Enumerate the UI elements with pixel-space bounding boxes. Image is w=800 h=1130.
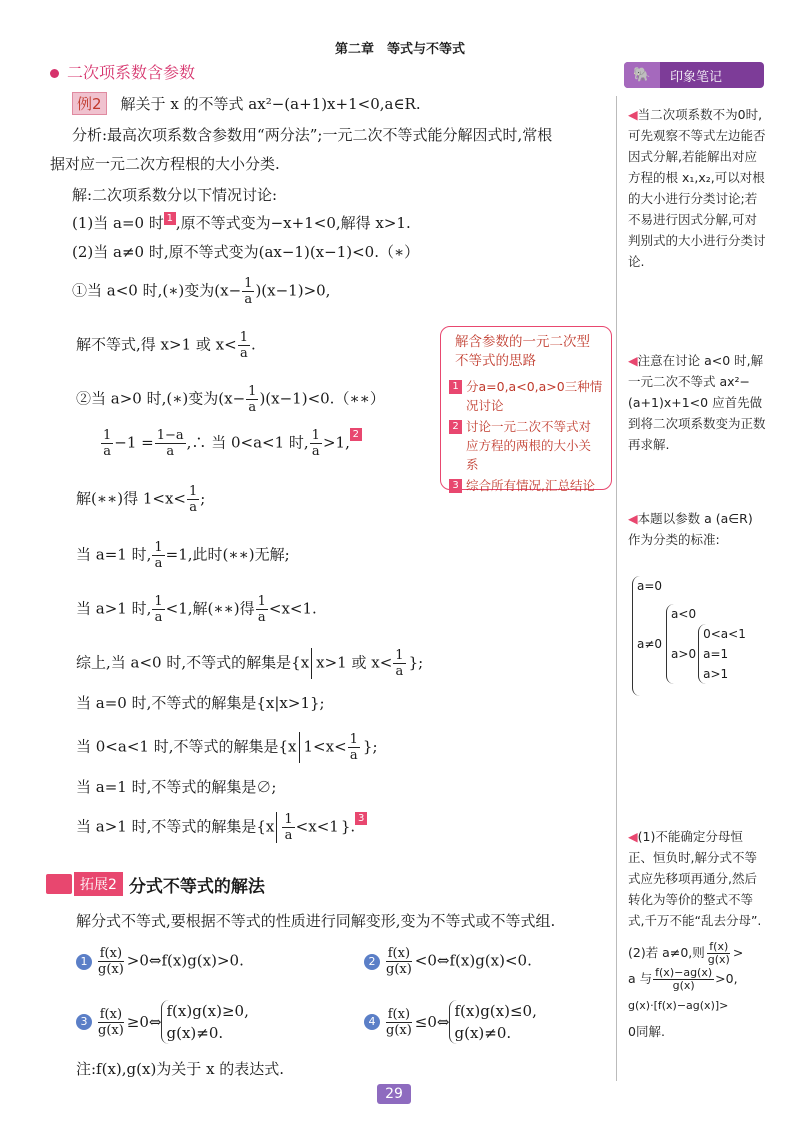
chapter-header: 第二章 等式与不等式 <box>334 42 465 57</box>
summary-3: 当 0<a<1 时,不等式的解集是{x 1<x< $\frac{1}{a}$ }; <box>76 732 378 763</box>
section-title: 二次项系数含参数 <box>50 60 195 83</box>
formula-3: 3 $\frac{f(x)}{g(x)}$ ≥0⇔ f(x)g(x)≥0, g(x)≠0. <box>76 1000 249 1044</box>
fraction: $\frac{1}{a}$ <box>189 484 198 515</box>
triangle-icon: ◀ <box>628 511 638 526</box>
fraction: $\frac{1}{a}$ <box>154 594 163 625</box>
callout-item: 3 综合所有情况,汇总结论 <box>441 474 611 495</box>
side-note-1: ◀当二次项系数不为0时,可先观察不等式左边能否因式分解,若能解出对应方程的根 x₁,x₂,可以对根的大小进行分类讨论;若不易进行因式分解,可对判别式的大小进行分类讨论. <box>628 107 766 269</box>
summary-2: 当 a=0 时,不等式的解集是{x|x>1}; <box>76 694 325 712</box>
triangle-icon: ◀ <box>628 353 638 368</box>
side-note-3: ◀本题以参数 a (a∈R) 作为分类的标准: <box>628 511 753 547</box>
example-badge: 例2 <box>72 92 107 115</box>
sub-case-1: ①当 a<0 时,(∗)变为(x− $\frac{1}{a}$ )(x−1)>0, <box>72 276 331 307</box>
extension-intro: 解分式不等式,要根据不等式的性质进行同解变形,变为不等式或不等式组. <box>76 912 556 930</box>
callout-item: 2 讨论一元二次不等式对应方程的两根的大小关系 <box>441 415 611 474</box>
case2: (2)当 a≠0 时,原不等式变为(ax−1)(x−1)<0.（∗） <box>72 243 420 261</box>
fraction: $\frac{1}{a}$ <box>311 428 320 459</box>
case-a-equals-1: 当 a=1 时, $\frac{1}{a}$ =1,此时(∗∗)无解; <box>76 540 290 571</box>
marker-3: 3 <box>355 812 367 825</box>
classification-tree: a=0 a≠0 a<0 a>0 0<a<1 a=1 a>1 <box>632 576 746 696</box>
book-icon <box>46 874 72 894</box>
extension-heading <box>46 872 265 896</box>
triangle-icon: ◀ <box>628 829 638 844</box>
analysis-line1: 分析:最高次项系数含参数用“两分法”;一元二次不等式能分解因式时,常根 <box>72 126 553 144</box>
triangle-icon: ◀ <box>628 107 638 122</box>
side-header: 🐘 印象笔记 <box>624 62 764 88</box>
marker-2: 2 <box>350 428 362 441</box>
sub-case-2-compare: $\frac{1}{a}$ −1 = $\frac{1-a}{a}$ ,∴ 当 0<a<1 时, $\frac{1}{a}$ >1, 2 <box>100 428 362 459</box>
analysis-line2: 据对应一元二次方程根的大小分类. <box>50 155 280 173</box>
callout-item: 1 分a=0,a<0,a>0三种情况讨论 <box>441 375 611 415</box>
side-note-2: ◀注意在讨论 a<0 时,解一元二次不等式 ax²−(a+1)x+1<0 应首先做到将二次项系数变为正数再求解. <box>628 353 766 452</box>
case-a-greater-1: 当 a>1 时, $\frac{1}{a}$ <1,解(∗∗)得 $\frac{1}{a}$ <x<1. <box>76 594 317 625</box>
fraction: $\frac{1}{a}$ <box>248 384 257 415</box>
fraction: $\frac{1}{a}$ <box>284 812 293 843</box>
elephant-icon: 🐘 <box>624 62 660 88</box>
extension-title: 分式不等式的解法 <box>128 876 265 897</box>
sub-case-1-result: 解不等式,得 x>1 或 x< $\frac{1}{a}$ . <box>76 330 256 361</box>
formula-1: 1 $\frac{f(x)}{g(x)}$ >0⇔f(x)g(x)>0. <box>76 946 244 977</box>
example-problem: 例2 解关于 x 的不等式 ax²−(a+1)x+1<0,a∈R. <box>72 92 421 115</box>
solution-intro: 解:二次项系数分以下情况讨论: <box>72 186 278 204</box>
summary-1: 综上,当 a<0 时,不等式的解集是{x x>1 或 x< $\frac{1}{a}$ }; <box>76 648 424 679</box>
thinking-callout <box>440 326 612 493</box>
page-number: 29 <box>377 1084 411 1104</box>
solve-star-star: 解(∗∗)得 1<x< $\frac{1}{a}$ ; <box>76 484 206 515</box>
fraction: $\frac{1}{a}$ <box>395 648 404 679</box>
extension-label: 拓展2 <box>74 872 123 896</box>
fraction: $\frac{1}{a}$ <box>257 594 266 625</box>
summary-4: 当 a=1 时,不等式的解集是∅; <box>76 778 277 796</box>
sub-case-2: ②当 a>0 时,(∗)变为(x− $\frac{1}{a}$ )(x−1)<0.（∗∗） <box>76 384 385 415</box>
summary-5: 当 a>1 时,不等式的解集是{x $\frac{1}{a}$ <x<1 }. 3 <box>76 812 367 843</box>
side-divider <box>616 96 617 1081</box>
fraction: $\frac{1}{a}$ <box>244 276 253 307</box>
case1: (1)当 a=0 时 1 ,原不等式变为−x+1<0,解得 x>1. <box>72 213 411 232</box>
formula-4: 4 $\frac{f(x)}{g(x)}$ ≤0⇔ f(x)g(x)≤0, g(x)≠0. <box>364 1000 537 1044</box>
fraction: $\frac{1}{a}$ <box>103 428 112 459</box>
fraction: $\frac{1}{a}$ <box>239 330 248 361</box>
marker-1: 1 <box>164 212 176 225</box>
extension-note: 注:f(x),g(x)为关于 x 的表达式. <box>76 1060 285 1078</box>
side-note-5: (2)若 a≠0,则 $\frac{f(x)}{g(x)}$ > a 与 $\frac{f(x)-ag(x)}{g(x)}$ >0, g(x)·[f(x)−ag(x)]> 0同解. <box>628 940 744 1039</box>
fraction: $\frac{1-a}{a}$ <box>156 428 184 459</box>
side-note-4: ◀(1)不能确定分母恒正、恒负时,解分式不等式应先移项再通分,然后转化为等价的整式不等式,千万不能“乱去分母”. <box>628 829 762 928</box>
fraction: $\frac{1}{a}$ <box>154 540 163 571</box>
bullet-icon <box>50 69 59 78</box>
callout-title: 解含参数的一元二次型不等式的思路 <box>455 334 590 369</box>
fraction: $\frac{1}{a}$ <box>349 732 358 763</box>
formula-2: 2 $\frac{f(x)}{g(x)}$ <0⇔f(x)g(x)<0. <box>364 946 532 977</box>
